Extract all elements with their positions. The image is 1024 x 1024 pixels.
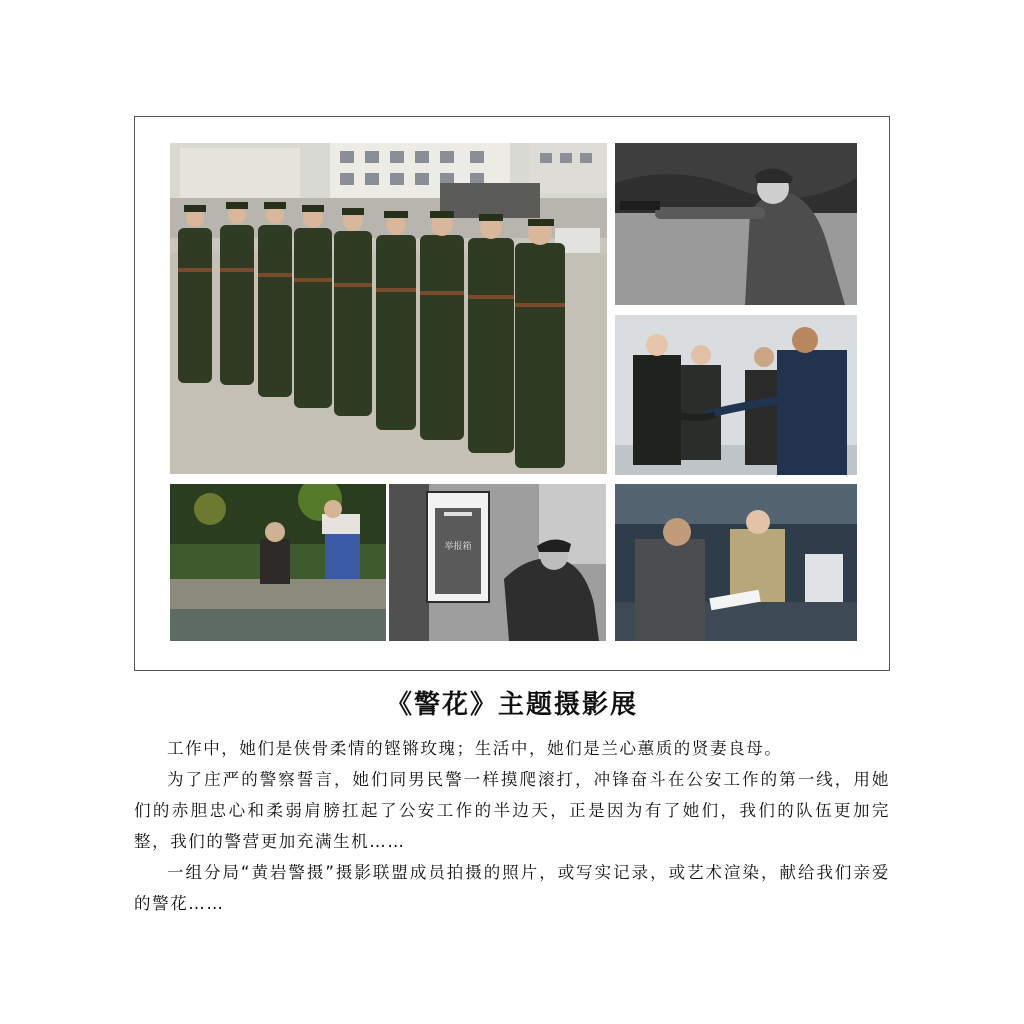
photo-officer-aiming-pistol xyxy=(615,143,857,305)
report-box-sign: 举报箱 xyxy=(444,542,472,552)
photo-service-counter xyxy=(615,484,857,641)
paragraph-2: 为了庄严的警察誓言，她们同男民警一样摸爬滚打，冲锋奋斗在公安工作的第一线，用她们的赤胆忠心和柔弱肩膀扛起了公安工作的半边天，正是因为有了她们，我们的队伍更加完整，我们的警营更加充满生机…… xyxy=(134,770,890,851)
photo-officers-saluting xyxy=(170,143,607,474)
photo-officer-with-elder xyxy=(170,484,386,641)
photo-handshake xyxy=(615,315,857,475)
photo-collage-frame xyxy=(134,116,890,671)
article-body xyxy=(134,733,890,919)
paragraph-1: 工作中，她们是侠骨柔情的铿锵玫瑰；生活中，她们是兰心蕙质的贤妻良母。 xyxy=(167,739,783,758)
page-title: 《警花》主题摄影展 xyxy=(385,690,638,720)
photo-report-box xyxy=(389,484,606,641)
paragraph-3: 一组分局“黄岩警摄”摄影联盟成员拍摄的照片，或写实记录，或艺术渲染，献给我们亲爱的警花…… xyxy=(134,863,890,913)
